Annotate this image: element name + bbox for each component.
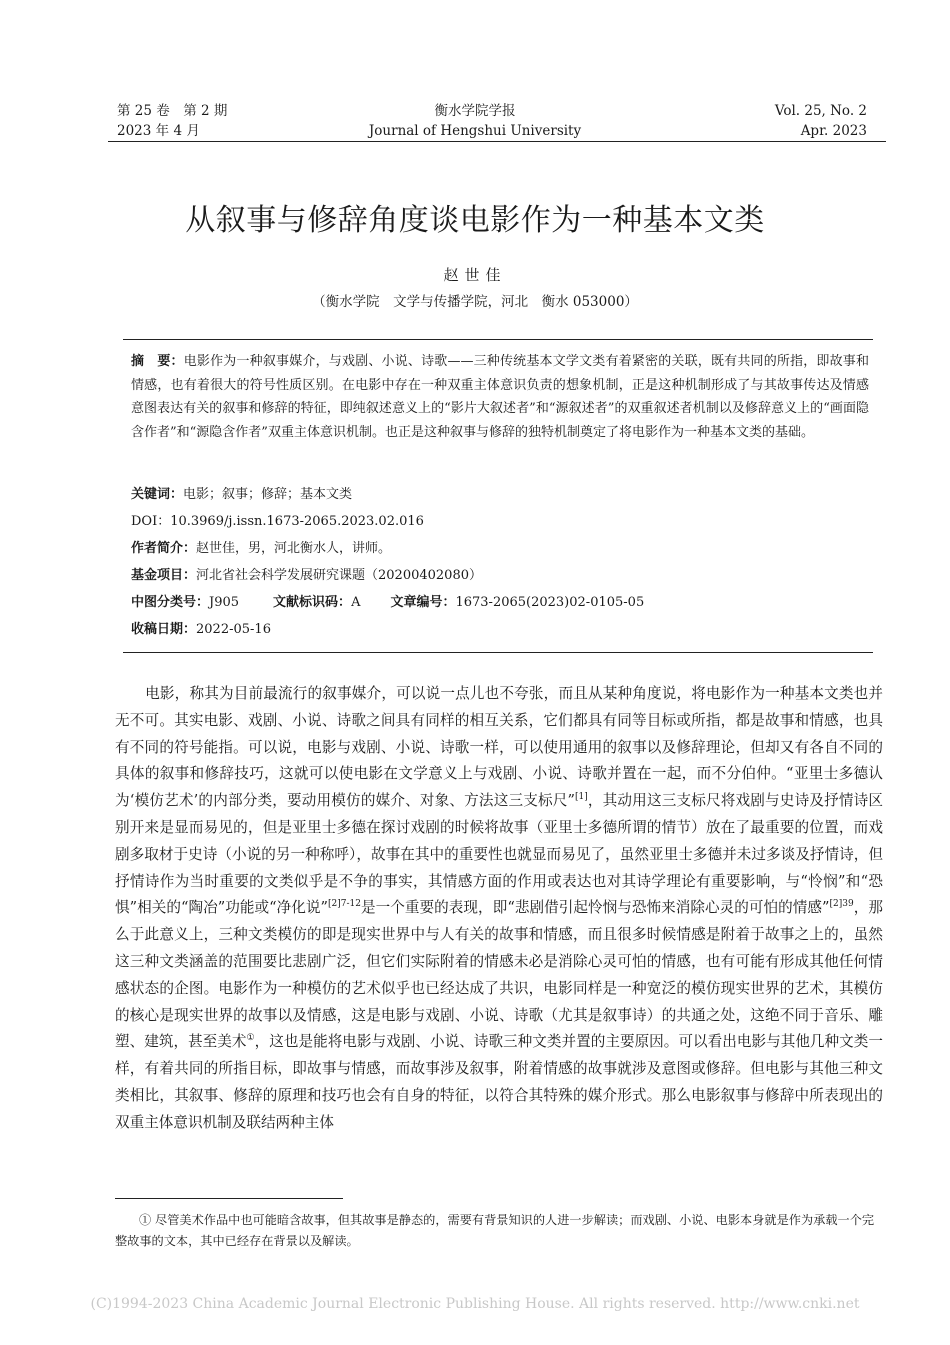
body-text-1: 电影，称其为目前最流行的叙事媒介，可以说一点儿也不夸张，而且从某种角度说，将电影作为一种基本文类也并无不可。其实电影、戏剧、小说、诗歌之间具有同样的相互关系，它们都具有同等目标或所指，都是故事和情感，也具有不同的符号能指。可以说，电影与戏剧、小说、诗歌一样，可以使用通用的叙事以及修辞理论，但却又有各自不同的具体的叙事和修辞技巧，这就可以使电影在文学意义上与戏剧、小说、诗歌并置在一起，而不分伯仲。“亚里士多德认为‘模仿艺术’的内部分类，要动用模仿的媒介、对象、方法这三支标尺”: [115, 685, 883, 810]
affiliation: （衡水学院 文学与传播学院，河北 衡水 053000）: [312, 294, 638, 310]
clc-label: 中图分类号：: [131, 595, 210, 610]
keywords: [131, 486, 352, 504]
header-vol-no: Vol. 25, No. 2: [774, 103, 867, 119]
footnote-ref: ①: [246, 1033, 255, 1044]
body-text-2: ，其动用这三支标尺将戏剧与史诗及抒情诗区别开来是显而易见的，但是亚里士多德在探讨戏剧的时候将故事（亚里士多德所谓的情节）放在了最重要的位置，而戏剧多取材于史诗（小说的另一种称呼），故事在其中的重要性也就显而易见了，虽然亚里士多德并未过多谈及抒情诗，但抒情诗作为当时重要的文类似乎是不争的事实，其情感方面的作用或表达也对其诗学理论有重要影响，与“怜悯”和“恐惧”相关的“陶冶”功能或“净化说”: [115, 792, 883, 917]
article-no-value: 1673-2065(2023)02-0105-05: [455, 595, 645, 610]
fund-value: 河北省社会科学发展研究课题（20200402080）: [196, 568, 482, 583]
doc-code-value: A: [351, 595, 361, 610]
footnote-rule: [115, 1198, 343, 1199]
received-label: 收稿日期：: [131, 622, 197, 637]
abstract-section: [131, 350, 869, 444]
doi-value: 10.3969/j.issn.1673-2065.2023.02.016: [170, 514, 424, 529]
header-month: Apr. 2023: [800, 123, 867, 139]
paper-title: 从叙事与修辞角度谈电影作为一种基本文类: [185, 203, 765, 238]
classification: [131, 594, 644, 612]
header-volume-en: [775, 101, 867, 141]
footnote: ① 尽管美术作品中也可能暗含故事，但其故事是静态的，需要有背景知识的人进一步解读；而戏剧、小说、电影本身就是作为承载一个完整故事的文本，其中已经存在背景以及解读。: [115, 1213, 875, 1248]
body-text-5: ，这也是能将电影与戏剧、小说、诗歌三种文类并置的主要原因。可以看出电影与其他几种文类一样，有着共同的所指目标，即故事与情感，而故事涉及叙事，附着情感的故事就涉及意图或修辞。但电影与其他三种文类相比，其叙事、修辞的原理和技巧也会有自身的特征，以符合其特殊的媒介形式。那么电影叙事与修辞中所表现出的双重主体意识机制及联结两种主体: [115, 1033, 883, 1131]
article-no-label: 文章编号：: [390, 595, 456, 610]
body-paragraph: [115, 681, 883, 1137]
doi: [131, 513, 424, 531]
abstract-top-rule: [123, 339, 873, 340]
keywords-value: 电影；叙事；修辞；基本文类: [183, 487, 353, 502]
header-volume: 第 25 卷 第 2 期: [117, 103, 228, 119]
citation-2: [2]7-12: [328, 899, 361, 910]
clc-value: J905: [209, 595, 240, 610]
abstract-label: 摘 要：: [131, 354, 184, 369]
header-journal-cn: 衡水学院学报: [434, 103, 516, 119]
received-date: [131, 621, 271, 639]
citation-3: [2]39: [829, 899, 854, 910]
abstract-bottom-rule: [123, 652, 873, 653]
header-journal-en: Journal of Hengshui University: [368, 123, 582, 139]
header-date: 2023 年 4 月: [117, 123, 200, 139]
header-rule: [108, 141, 886, 142]
body-text-3: 是一个重要的表现，即“悲剧借引起怜悯与恐怖来消除心灵的可怕的情感”: [360, 899, 830, 917]
body-text-4: ，那么于此意义上，三种文类模仿的即是现实世界中与人有关的故事和情感，而且很多时候情感是附着于故事之上的，虽然这三种文类涵盖的范围要比悲剧广泛，但它们实际附着的情感未必是消除心灵可怕的情感，也有可能有形成其他任何情感状态的企图。电影作为一种模仿的艺术似乎也已经达成了共识，电影同样是一种宽泛的模仿现实世界的艺术，其模仿的核心是现实世界的故事以及情感，这是电影与戏剧、小说、诗歌（尤其是叙事诗）的共通之处，这绝不同于音乐、雕塑、建筑，甚至美术: [115, 899, 883, 1051]
received-value: 2022-05-16: [196, 622, 271, 637]
citation-1: [1]: [574, 792, 588, 803]
abstract-text: 电影作为一种叙事媒介，与戏剧、小说、诗歌——三种传统基本文学文类有着紧密的关联，既有共同的所指，即故事和情感，也有着很大的符号性质区别。在电影中存在一种双重主体意识负责的想象机制，正是这种机制形成了与其故事传达及情感意图表达有关的叙事和修辞的特征，即纯叙述意义上的“影片大叙述者”和“源叙述者”的双重叙述者机制以及修辞意义上的“画面隐含作者”和“源隐含作者”双重主体意识机制。也正是这种叙事与修辞的独特机制奠定了将电影作为一种基本文类的基础。: [131, 354, 869, 440]
author-name: 赵世佳: [443, 266, 507, 284]
author-bio-value: 赵世佳，男，河北衡水人，讲师。: [196, 541, 392, 556]
author-bio-label: 作者简介：: [131, 541, 197, 556]
doc-code-label: 文献标识码：: [273, 595, 352, 610]
doi-label: DOI：: [131, 514, 171, 529]
fund: [131, 567, 482, 585]
keywords-label: 关键词：: [131, 487, 184, 502]
copyright-watermark: (C)1994-2023 China Academic Journal Electronic Publishing House. All rights reserved. http://www.cnki.net: [90, 1296, 860, 1312]
fund-label: 基金项目：: [131, 568, 197, 583]
abstract: [131, 350, 869, 444]
author-bio: [131, 540, 391, 558]
